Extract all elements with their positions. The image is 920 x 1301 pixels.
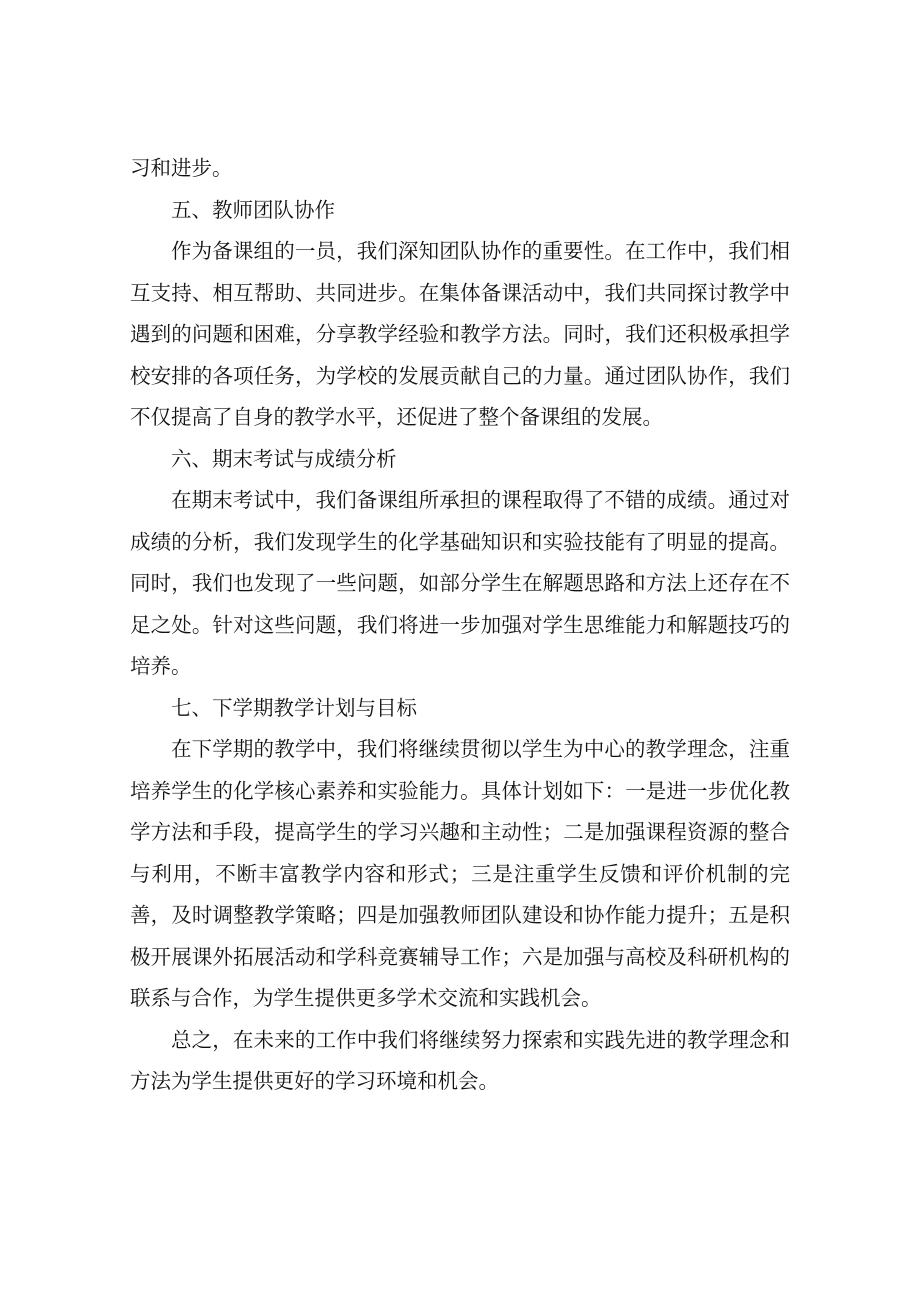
paragraph-team-collaboration: 作为备课组的一员，我们深知团队协作的重要性。在工作中，我们相互支持、相互帮助、共同进步。在集体备课活动中，我们共同探讨教学中遇到的问题和困难，分享教学经验和教学方法。同时，我们还积极承担学校安排的各项任务，为学校的发展贡献自己的力量。通过团队协作，我们不仅提高了自身的教学水平，还促进了整个备课组的发展。 (130, 239, 790, 429)
paragraph-continuation: 习和进步。 (130, 156, 233, 180)
section-heading-teacher-team-collaboration: 五、教师团队协作 (171, 197, 335, 222)
paragraph-next-semester-plan: 在下学期的教学中，我们将继续贯彻以学生为中心的教学理念，注重培养学生的化学核心素养和实验能力。具体计划如下：一是进一步优化教学方法和手段，提高学生的学习兴趣和主动性；二是加强课程资源的整合与利用，不断丰富教学内容和形式；三是注重学生反馈和评价机制的完善，及时调整教学策略；四是加强教师团队建设和协作能力提升；五是积极开展课外拓展活动和学科竞赛辅导工作；六是加强与高校及科研机构的联系与合作，为学生提供更多学术交流和实践机会。 (130, 737, 790, 1010)
section-heading-final-exam-analysis: 六、期末考试与成绩分析 (171, 446, 397, 471)
paragraph-final-exam-analysis: 在期末考试中，我们备课组所承担的课程取得了不错的成绩。通过对成绩的分析，我们发现学生的化学基础知识和实验技能有了明显的提高。同时，我们也发现了一些问题，如部分学生在解题思路和方法上还存在不足之处。针对这些问题，我们将进一步加强对学生思维能力和解题技巧的培养。 (130, 488, 790, 678)
section-heading-next-semester-plan: 七、下学期教学计划与目标 (171, 695, 417, 720)
paragraph-conclusion: 总之，在未来的工作中我们将继续努力探索和实践先进的教学理念和方法为学生提供更好的学习环境和机会。 (130, 1027, 790, 1093)
document-body (130, 148, 790, 1103)
